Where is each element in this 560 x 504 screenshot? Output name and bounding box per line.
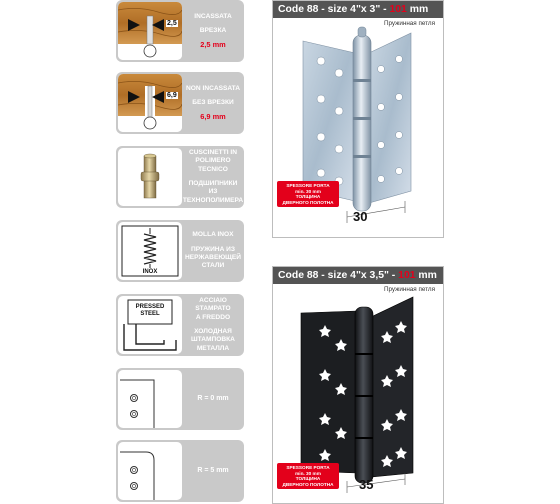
product-subtitle: Пружинная петля bbox=[383, 20, 435, 27]
feature-value: 6,9 mm bbox=[200, 112, 226, 122]
feature-label-ru: БЕЗ ВРЕЗКИ bbox=[192, 98, 234, 106]
feature-label-it: CUSCINETTI IN bbox=[189, 149, 237, 157]
feature-label-ru: НЕРЖАВЕЮЩЕЙ bbox=[184, 254, 241, 261]
feature-square-corner bbox=[116, 368, 244, 430]
feature-label-ru: ИЗ ТЕХНОПОЛИМЕРА bbox=[182, 188, 244, 204]
bearing-icon bbox=[118, 148, 182, 206]
feature-label-it: STAMPATO bbox=[195, 305, 231, 313]
product-title: Code 88 - size 4"x 3,5" - 101 mm bbox=[273, 267, 443, 284]
spring-icon bbox=[118, 222, 182, 280]
feature-label-ru: СТАЛИ bbox=[201, 262, 225, 270]
feature-mortise bbox=[116, 0, 244, 62]
pressed-label: PRESSED bbox=[135, 304, 165, 310]
product-subtitle: Пружинная петля bbox=[383, 286, 435, 293]
feature-pressed-steel bbox=[116, 294, 244, 356]
feature-label-it: MOLLA INOX bbox=[192, 231, 234, 239]
feature-label-it: POLIMERO bbox=[195, 157, 231, 165]
product-card-silver bbox=[272, 0, 444, 238]
radius-label: R = 0 mm bbox=[197, 394, 229, 402]
feature-label-it: INCASSATA bbox=[194, 12, 232, 20]
square-corner-icon bbox=[118, 370, 182, 428]
feature-value: 2,5 mm bbox=[200, 40, 226, 50]
wood-mortise-icon bbox=[118, 2, 182, 60]
feature-label-it: TECNICO bbox=[198, 165, 228, 173]
feature-non-mortise bbox=[116, 72, 244, 134]
feature-label-ru: ПРУЖИНА ИЗ bbox=[190, 245, 236, 253]
product-card-black bbox=[272, 266, 444, 504]
product-title: Code 88 - size 4"x 3" - 101 mm bbox=[273, 1, 443, 18]
door-thickness-badge: SPESSORE PORTA min. 30 mm ТОЛЩИНА ДВЕРНОГО ПОЛОТНА bbox=[277, 463, 339, 489]
feature-label-ru: ПОДШИПНИКИ bbox=[188, 180, 238, 187]
feature-label-ru: ВРЕЗКА bbox=[199, 26, 227, 34]
rounded-corner-icon bbox=[118, 442, 182, 500]
pressed-steel-icon bbox=[118, 296, 182, 354]
feature-label-it: A FREDDO bbox=[195, 313, 231, 321]
feature-label-ru: ХОЛОДНАЯ bbox=[194, 328, 232, 335]
feature-rounded-corner bbox=[116, 440, 244, 502]
door-thickness-badge: SPESSORE PORTA min. 30 mm ТОЛЩИНА ДВЕРНОГО ПОЛОТНА bbox=[277, 181, 339, 207]
feature-spring bbox=[116, 220, 244, 282]
steel-label: STEEL bbox=[140, 311, 160, 317]
inox-label: INOX bbox=[142, 269, 158, 275]
feature-bearings bbox=[116, 146, 244, 208]
feature-label-it: NON INCASSATA bbox=[186, 84, 240, 92]
feature-label-ru: ШТАМПОВКА МЕТАЛЛА bbox=[191, 336, 235, 352]
dimension-label: 30 bbox=[353, 209, 368, 224]
feature-label-it: ACCIAIO bbox=[199, 297, 227, 305]
gap-width-badge: 6,9 bbox=[167, 92, 177, 99]
mortise-depth-badge: 2,5 bbox=[167, 20, 177, 27]
radius-label: R = 5 mm bbox=[197, 466, 229, 474]
wood-gap-icon bbox=[118, 74, 182, 132]
dimension-label: 35 bbox=[359, 477, 374, 492]
